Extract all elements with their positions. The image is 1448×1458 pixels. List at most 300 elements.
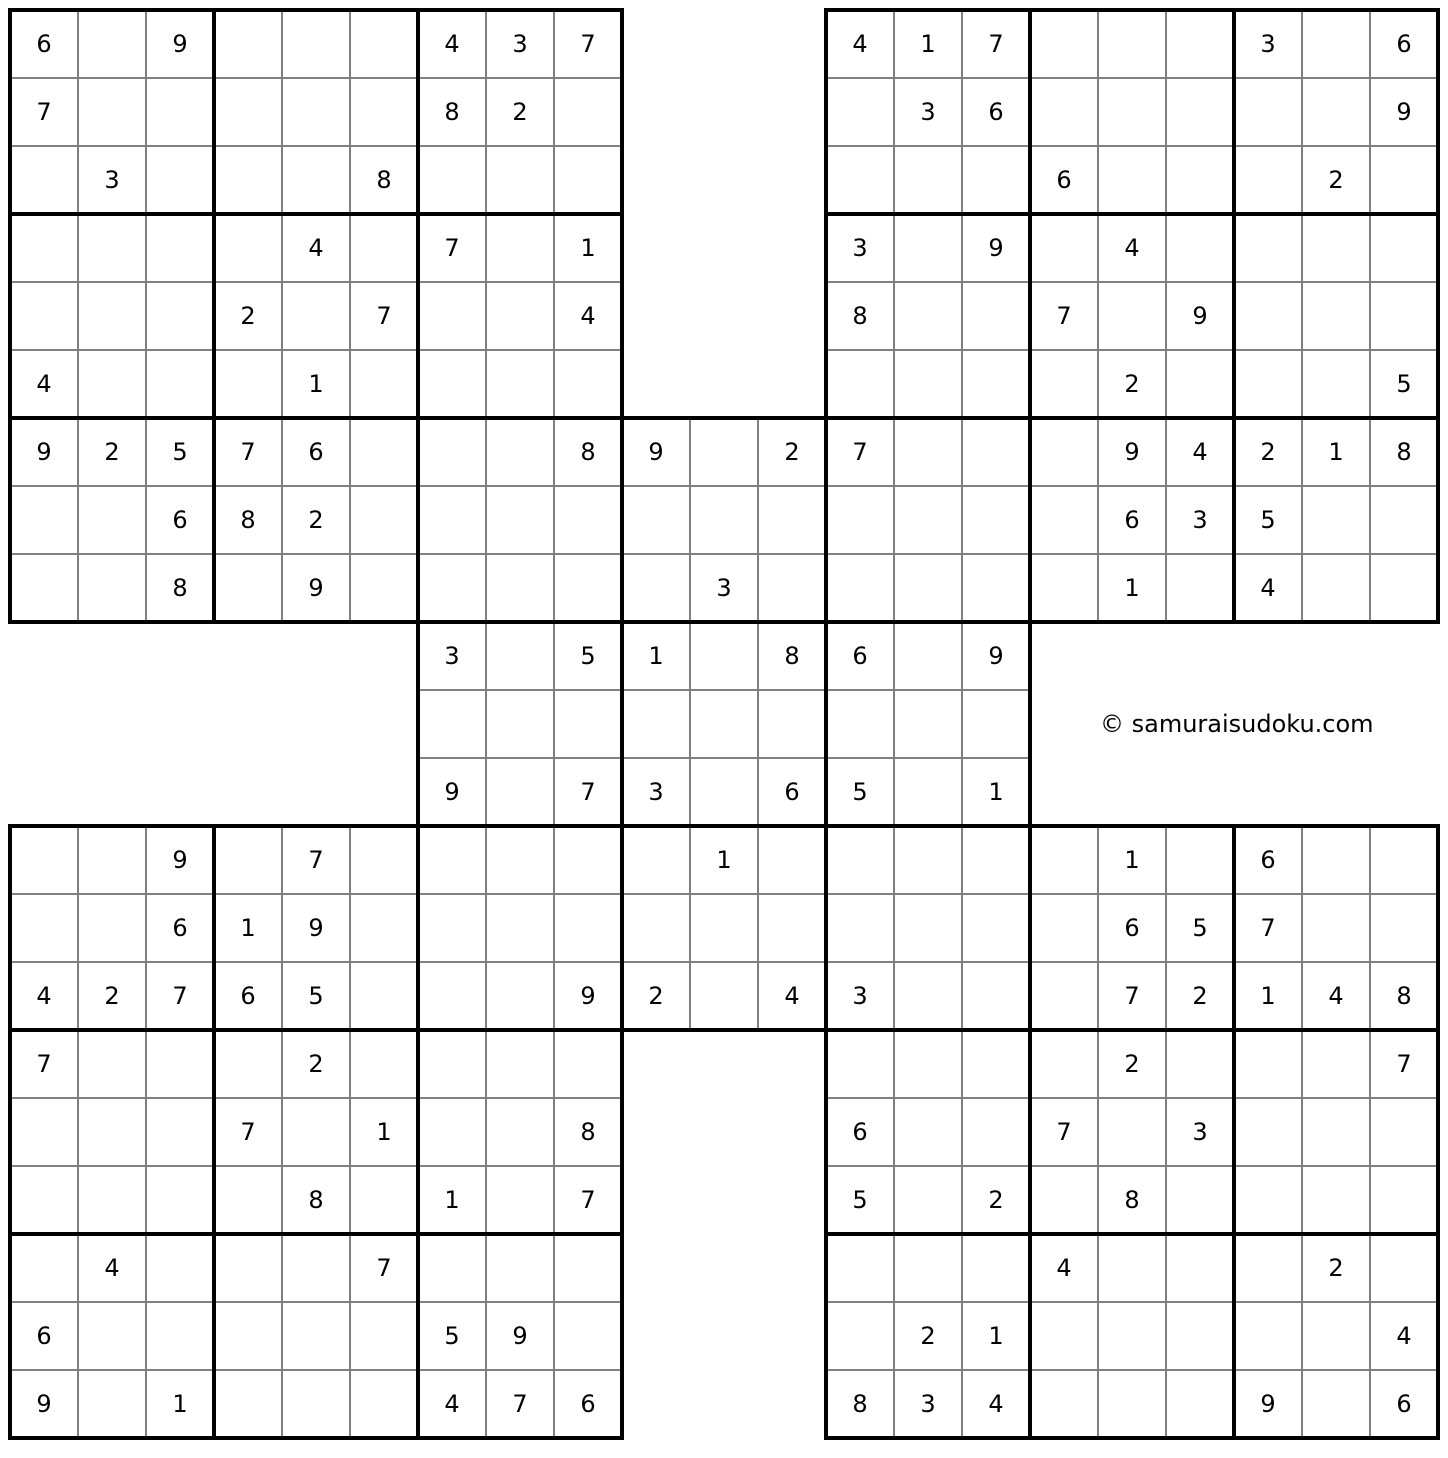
given-cell: 7	[418, 214, 486, 282]
given-cell: 9	[554, 962, 622, 1030]
cell-grid-line	[826, 1301, 1438, 1303]
empty-cell[interactable]	[1302, 282, 1370, 350]
empty-cell[interactable]	[826, 146, 894, 214]
empty-cell[interactable]	[282, 1370, 350, 1438]
empty-cell[interactable]	[78, 826, 146, 894]
cell-grid-line	[826, 349, 1438, 351]
given-cell: 1	[350, 1098, 418, 1166]
empty-cell[interactable]	[418, 350, 486, 418]
empty-cell[interactable]	[146, 1098, 214, 1166]
empty-cell[interactable]	[1098, 1302, 1166, 1370]
given-cell: 8	[146, 554, 214, 622]
empty-cell[interactable]	[78, 214, 146, 282]
empty-cell[interactable]	[1234, 350, 1302, 418]
empty-cell[interactable]	[282, 146, 350, 214]
empty-cell[interactable]	[1166, 1166, 1234, 1234]
given-cell: 8	[350, 146, 418, 214]
empty-cell[interactable]	[1166, 10, 1234, 78]
empty-cell[interactable]	[1030, 418, 1098, 486]
cell-grid-line	[826, 281, 1438, 283]
empty-cell[interactable]	[826, 1302, 894, 1370]
empty-cell[interactable]	[10, 486, 78, 554]
empty-cell[interactable]	[1302, 350, 1370, 418]
empty-cell[interactable]	[690, 758, 758, 826]
empty-cell[interactable]	[282, 1302, 350, 1370]
empty-cell[interactable]	[486, 826, 554, 894]
empty-cell[interactable]	[1234, 1098, 1302, 1166]
empty-cell[interactable]	[1370, 1234, 1438, 1302]
cell-grid-line	[826, 77, 1438, 79]
empty-cell[interactable]	[962, 690, 1030, 758]
empty-cell[interactable]	[486, 962, 554, 1030]
given-cell: 4	[1370, 1302, 1438, 1370]
empty-cell[interactable]	[1030, 1030, 1098, 1098]
empty-cell[interactable]	[894, 1098, 962, 1166]
empty-cell[interactable]	[418, 146, 486, 214]
given-cell: 1	[418, 1166, 486, 1234]
empty-cell[interactable]	[962, 962, 1030, 1030]
empty-cell[interactable]	[418, 1030, 486, 1098]
given-cell: 7	[1030, 282, 1098, 350]
empty-cell[interactable]	[282, 1098, 350, 1166]
empty-cell[interactable]	[350, 350, 418, 418]
cell-grid-line	[281, 10, 283, 622]
empty-cell[interactable]	[486, 486, 554, 554]
empty-cell[interactable]	[1370, 894, 1438, 962]
empty-cell[interactable]	[418, 894, 486, 962]
empty-cell[interactable]	[690, 690, 758, 758]
empty-cell[interactable]	[962, 826, 1030, 894]
empty-cell[interactable]	[1302, 554, 1370, 622]
given-cell: 2	[1302, 146, 1370, 214]
cell-grid-line	[1369, 10, 1371, 622]
empty-cell[interactable]	[10, 214, 78, 282]
empty-cell[interactable]	[758, 690, 826, 758]
empty-cell[interactable]	[962, 418, 1030, 486]
empty-cell[interactable]	[1234, 146, 1302, 214]
cell-grid-line	[10, 961, 622, 963]
empty-cell[interactable]	[486, 146, 554, 214]
empty-cell[interactable]	[1302, 1166, 1370, 1234]
empty-cell[interactable]	[418, 690, 486, 758]
empty-cell[interactable]	[486, 758, 554, 826]
empty-cell[interactable]	[1370, 1098, 1438, 1166]
empty-cell[interactable]	[214, 350, 282, 418]
empty-cell[interactable]	[894, 826, 962, 894]
empty-cell[interactable]	[486, 690, 554, 758]
empty-cell[interactable]	[214, 1030, 282, 1098]
empty-cell[interactable]	[826, 894, 894, 962]
empty-cell[interactable]	[214, 146, 282, 214]
empty-cell[interactable]	[10, 826, 78, 894]
empty-cell[interactable]	[1030, 894, 1098, 962]
empty-cell[interactable]	[418, 418, 486, 486]
cell-grid-line	[826, 145, 1438, 147]
empty-cell[interactable]	[350, 826, 418, 894]
empty-cell[interactable]	[622, 554, 690, 622]
empty-cell[interactable]	[78, 1098, 146, 1166]
given-cell: 4	[78, 1234, 146, 1302]
empty-cell[interactable]	[554, 894, 622, 962]
given-cell: 3	[894, 1370, 962, 1438]
empty-cell[interactable]	[1166, 1302, 1234, 1370]
given-cell: 7	[486, 1370, 554, 1438]
empty-cell[interactable]	[1370, 214, 1438, 282]
empty-cell[interactable]	[1234, 1234, 1302, 1302]
empty-cell[interactable]	[1030, 554, 1098, 622]
empty-cell[interactable]	[1166, 554, 1234, 622]
empty-cell[interactable]	[78, 10, 146, 78]
empty-cell[interactable]	[554, 350, 622, 418]
empty-cell[interactable]	[1370, 1166, 1438, 1234]
empty-cell[interactable]	[78, 1030, 146, 1098]
empty-cell[interactable]	[1234, 214, 1302, 282]
empty-cell[interactable]	[826, 350, 894, 418]
empty-cell[interactable]	[826, 690, 894, 758]
empty-cell[interactable]	[146, 1030, 214, 1098]
empty-cell[interactable]	[894, 214, 962, 282]
given-cell: 6	[1370, 1370, 1438, 1438]
empty-cell[interactable]	[962, 1234, 1030, 1302]
empty-cell[interactable]	[78, 1166, 146, 1234]
empty-cell[interactable]	[962, 894, 1030, 962]
empty-cell[interactable]	[758, 894, 826, 962]
empty-cell[interactable]	[894, 962, 962, 1030]
empty-cell[interactable]	[1030, 1302, 1098, 1370]
empty-cell[interactable]	[78, 1302, 146, 1370]
given-cell: 4	[758, 962, 826, 1030]
empty-cell[interactable]	[1370, 146, 1438, 214]
empty-cell[interactable]	[350, 1370, 418, 1438]
empty-cell[interactable]	[146, 1302, 214, 1370]
empty-cell[interactable]	[1098, 1098, 1166, 1166]
empty-cell[interactable]	[1098, 10, 1166, 78]
empty-cell[interactable]	[1234, 1030, 1302, 1098]
empty-cell[interactable]	[1166, 1234, 1234, 1302]
given-cell: 9	[1166, 282, 1234, 350]
empty-cell[interactable]	[1030, 962, 1098, 1030]
empty-cell[interactable]	[894, 486, 962, 554]
given-cell: 2	[894, 1302, 962, 1370]
box-border-line	[1232, 824, 1236, 1440]
empty-cell[interactable]	[418, 554, 486, 622]
empty-cell[interactable]	[1234, 1166, 1302, 1234]
empty-cell[interactable]	[1030, 826, 1098, 894]
box-border-line	[824, 824, 828, 1440]
empty-cell[interactable]	[690, 622, 758, 690]
cell-grid-line	[77, 10, 79, 622]
given-cell: 8	[1370, 418, 1438, 486]
empty-cell[interactable]	[894, 1234, 962, 1302]
empty-cell[interactable]	[1234, 78, 1302, 146]
empty-cell[interactable]	[894, 350, 962, 418]
empty-cell[interactable]	[350, 214, 418, 282]
empty-cell[interactable]	[1302, 894, 1370, 962]
given-cell: 2	[78, 418, 146, 486]
given-cell: 1	[214, 894, 282, 962]
empty-cell[interactable]	[486, 622, 554, 690]
given-cell: 5	[282, 962, 350, 1030]
empty-cell[interactable]	[554, 1302, 622, 1370]
empty-cell[interactable]	[554, 690, 622, 758]
cell-grid-line	[553, 826, 555, 1438]
given-cell: 2	[78, 962, 146, 1030]
given-cell: 6	[554, 1370, 622, 1438]
empty-cell[interactable]	[826, 486, 894, 554]
empty-cell[interactable]	[758, 826, 826, 894]
empty-cell[interactable]	[1030, 350, 1098, 418]
given-cell: 1	[622, 622, 690, 690]
empty-cell[interactable]	[690, 894, 758, 962]
empty-cell[interactable]	[10, 146, 78, 214]
empty-cell[interactable]	[486, 554, 554, 622]
empty-cell[interactable]	[282, 1234, 350, 1302]
empty-cell[interactable]	[214, 78, 282, 146]
empty-cell[interactable]	[554, 146, 622, 214]
cell-grid-line	[77, 826, 79, 1438]
empty-cell[interactable]	[350, 78, 418, 146]
empty-cell[interactable]	[1370, 826, 1438, 894]
given-cell: 5	[418, 1302, 486, 1370]
empty-cell[interactable]	[78, 894, 146, 962]
empty-cell[interactable]	[214, 214, 282, 282]
empty-cell[interactable]	[1234, 1302, 1302, 1370]
empty-cell[interactable]	[894, 894, 962, 962]
cell-grid-line	[418, 553, 1030, 555]
empty-cell[interactable]	[1166, 826, 1234, 894]
box-border-line	[416, 824, 420, 1440]
empty-cell[interactable]	[350, 418, 418, 486]
empty-cell[interactable]	[486, 1166, 554, 1234]
empty-cell[interactable]	[962, 146, 1030, 214]
empty-cell[interactable]	[894, 146, 962, 214]
box-border-line	[212, 824, 216, 1440]
empty-cell[interactable]	[962, 282, 1030, 350]
empty-cell[interactable]	[78, 350, 146, 418]
empty-cell[interactable]	[214, 1302, 282, 1370]
empty-cell[interactable]	[10, 282, 78, 350]
empty-cell[interactable]	[554, 554, 622, 622]
empty-cell[interactable]	[962, 1098, 1030, 1166]
empty-cell[interactable]	[282, 282, 350, 350]
box-border-line	[416, 620, 1032, 624]
empty-cell[interactable]	[418, 1234, 486, 1302]
empty-cell[interactable]	[1030, 1370, 1098, 1438]
empty-cell[interactable]	[1030, 1166, 1098, 1234]
given-cell: 5	[1370, 350, 1438, 418]
empty-cell[interactable]	[282, 10, 350, 78]
cell-grid-line	[10, 1165, 622, 1167]
empty-cell[interactable]	[1302, 1370, 1370, 1438]
empty-cell[interactable]	[894, 690, 962, 758]
box-border-line	[8, 1028, 624, 1032]
empty-cell[interactable]	[962, 350, 1030, 418]
empty-cell[interactable]	[10, 1098, 78, 1166]
given-cell: 1	[146, 1370, 214, 1438]
cell-grid-line	[826, 1165, 1438, 1167]
empty-cell[interactable]	[486, 1234, 554, 1302]
empty-cell[interactable]	[486, 1098, 554, 1166]
empty-cell[interactable]	[622, 690, 690, 758]
empty-cell[interactable]	[1302, 826, 1370, 894]
empty-cell[interactable]	[1302, 214, 1370, 282]
cell-grid-line	[10, 1369, 622, 1371]
given-cell: 5	[826, 1166, 894, 1234]
empty-cell[interactable]	[826, 554, 894, 622]
empty-cell[interactable]	[78, 282, 146, 350]
empty-cell[interactable]	[1166, 78, 1234, 146]
empty-cell[interactable]	[894, 418, 962, 486]
empty-cell[interactable]	[962, 554, 1030, 622]
empty-cell[interactable]	[894, 622, 962, 690]
empty-cell[interactable]	[78, 486, 146, 554]
empty-cell[interactable]	[622, 826, 690, 894]
empty-cell[interactable]	[962, 486, 1030, 554]
given-cell: 4	[1302, 962, 1370, 1030]
empty-cell[interactable]	[350, 554, 418, 622]
given-cell: 7	[282, 826, 350, 894]
empty-cell[interactable]	[622, 486, 690, 554]
empty-cell[interactable]	[826, 1030, 894, 1098]
empty-cell[interactable]	[214, 10, 282, 78]
empty-cell[interactable]	[350, 962, 418, 1030]
empty-cell[interactable]	[1098, 1234, 1166, 1302]
empty-cell[interactable]	[418, 962, 486, 1030]
empty-cell[interactable]	[894, 758, 962, 826]
empty-cell[interactable]	[1302, 78, 1370, 146]
cell-grid-line	[1369, 826, 1371, 1438]
cell-grid-line	[10, 145, 622, 147]
empty-cell[interactable]	[1166, 1370, 1234, 1438]
cell-grid-line	[418, 689, 1030, 691]
empty-cell[interactable]	[826, 826, 894, 894]
empty-cell[interactable]	[1030, 78, 1098, 146]
empty-cell[interactable]	[486, 214, 554, 282]
empty-cell[interactable]	[1030, 214, 1098, 282]
empty-cell[interactable]	[1370, 282, 1438, 350]
empty-cell[interactable]	[1098, 1370, 1166, 1438]
empty-cell[interactable]	[350, 486, 418, 554]
empty-cell[interactable]	[554, 1234, 622, 1302]
empty-cell[interactable]	[1234, 282, 1302, 350]
given-cell: 6	[826, 1098, 894, 1166]
empty-cell[interactable]	[146, 1234, 214, 1302]
empty-cell[interactable]	[1302, 486, 1370, 554]
empty-cell[interactable]	[10, 1166, 78, 1234]
empty-cell[interactable]	[1166, 214, 1234, 282]
empty-cell[interactable]	[826, 1234, 894, 1302]
given-cell: 8	[1370, 962, 1438, 1030]
empty-cell[interactable]	[10, 894, 78, 962]
empty-cell[interactable]	[554, 78, 622, 146]
empty-cell[interactable]	[214, 826, 282, 894]
empty-cell[interactable]	[894, 1030, 962, 1098]
given-cell: 5	[826, 758, 894, 826]
empty-cell[interactable]	[554, 486, 622, 554]
empty-cell[interactable]	[758, 554, 826, 622]
empty-cell[interactable]	[1302, 10, 1370, 78]
empty-cell[interactable]	[146, 146, 214, 214]
empty-cell[interactable]	[690, 486, 758, 554]
empty-cell[interactable]	[146, 214, 214, 282]
given-cell: 7	[214, 418, 282, 486]
cell-grid-line	[349, 10, 351, 622]
empty-cell[interactable]	[214, 554, 282, 622]
given-cell: 8	[826, 1370, 894, 1438]
empty-cell[interactable]	[962, 1030, 1030, 1098]
given-cell: 4	[962, 1370, 1030, 1438]
empty-cell[interactable]	[622, 894, 690, 962]
empty-cell[interactable]	[78, 78, 146, 146]
empty-cell[interactable]	[758, 486, 826, 554]
empty-cell[interactable]	[78, 1370, 146, 1438]
empty-cell[interactable]	[826, 78, 894, 146]
given-cell: 3	[826, 962, 894, 1030]
empty-cell[interactable]	[146, 350, 214, 418]
empty-cell[interactable]	[1030, 10, 1098, 78]
empty-cell[interactable]	[10, 554, 78, 622]
empty-cell[interactable]	[418, 486, 486, 554]
empty-cell[interactable]	[894, 554, 962, 622]
empty-cell[interactable]	[1098, 282, 1166, 350]
empty-cell[interactable]	[10, 1234, 78, 1302]
empty-cell[interactable]	[146, 1166, 214, 1234]
empty-cell[interactable]	[350, 1166, 418, 1234]
empty-cell[interactable]	[486, 418, 554, 486]
empty-cell[interactable]	[350, 894, 418, 962]
empty-cell[interactable]	[214, 1166, 282, 1234]
empty-cell[interactable]	[78, 554, 146, 622]
empty-cell[interactable]	[1098, 78, 1166, 146]
empty-cell[interactable]	[350, 1302, 418, 1370]
empty-cell[interactable]	[486, 350, 554, 418]
empty-cell[interactable]	[1370, 486, 1438, 554]
empty-cell[interactable]	[350, 10, 418, 78]
empty-cell[interactable]	[350, 1030, 418, 1098]
empty-cell[interactable]	[486, 894, 554, 962]
given-cell: 9	[1098, 418, 1166, 486]
empty-cell[interactable]	[690, 962, 758, 1030]
empty-cell[interactable]	[1166, 146, 1234, 214]
empty-cell[interactable]	[1166, 350, 1234, 418]
empty-cell[interactable]	[418, 1098, 486, 1166]
empty-cell[interactable]	[282, 78, 350, 146]
empty-cell[interactable]	[554, 826, 622, 894]
empty-cell[interactable]	[1370, 554, 1438, 622]
empty-cell[interactable]	[214, 1370, 282, 1438]
empty-cell[interactable]	[894, 1166, 962, 1234]
empty-cell[interactable]	[1030, 486, 1098, 554]
empty-cell[interactable]	[146, 78, 214, 146]
empty-cell[interactable]	[214, 1234, 282, 1302]
empty-cell[interactable]	[1302, 1030, 1370, 1098]
empty-cell[interactable]	[486, 1030, 554, 1098]
empty-cell[interactable]	[1302, 1098, 1370, 1166]
given-cell: 7	[1030, 1098, 1098, 1166]
empty-cell[interactable]	[894, 282, 962, 350]
empty-cell[interactable]	[418, 282, 486, 350]
empty-cell[interactable]	[554, 1030, 622, 1098]
empty-cell[interactable]	[1166, 1030, 1234, 1098]
empty-cell[interactable]	[1302, 1302, 1370, 1370]
empty-cell[interactable]	[146, 282, 214, 350]
empty-cell[interactable]	[1098, 146, 1166, 214]
empty-cell[interactable]	[486, 282, 554, 350]
empty-cell[interactable]	[418, 826, 486, 894]
empty-cell[interactable]	[690, 418, 758, 486]
given-cell: 9	[146, 826, 214, 894]
given-cell: 9	[418, 758, 486, 826]
